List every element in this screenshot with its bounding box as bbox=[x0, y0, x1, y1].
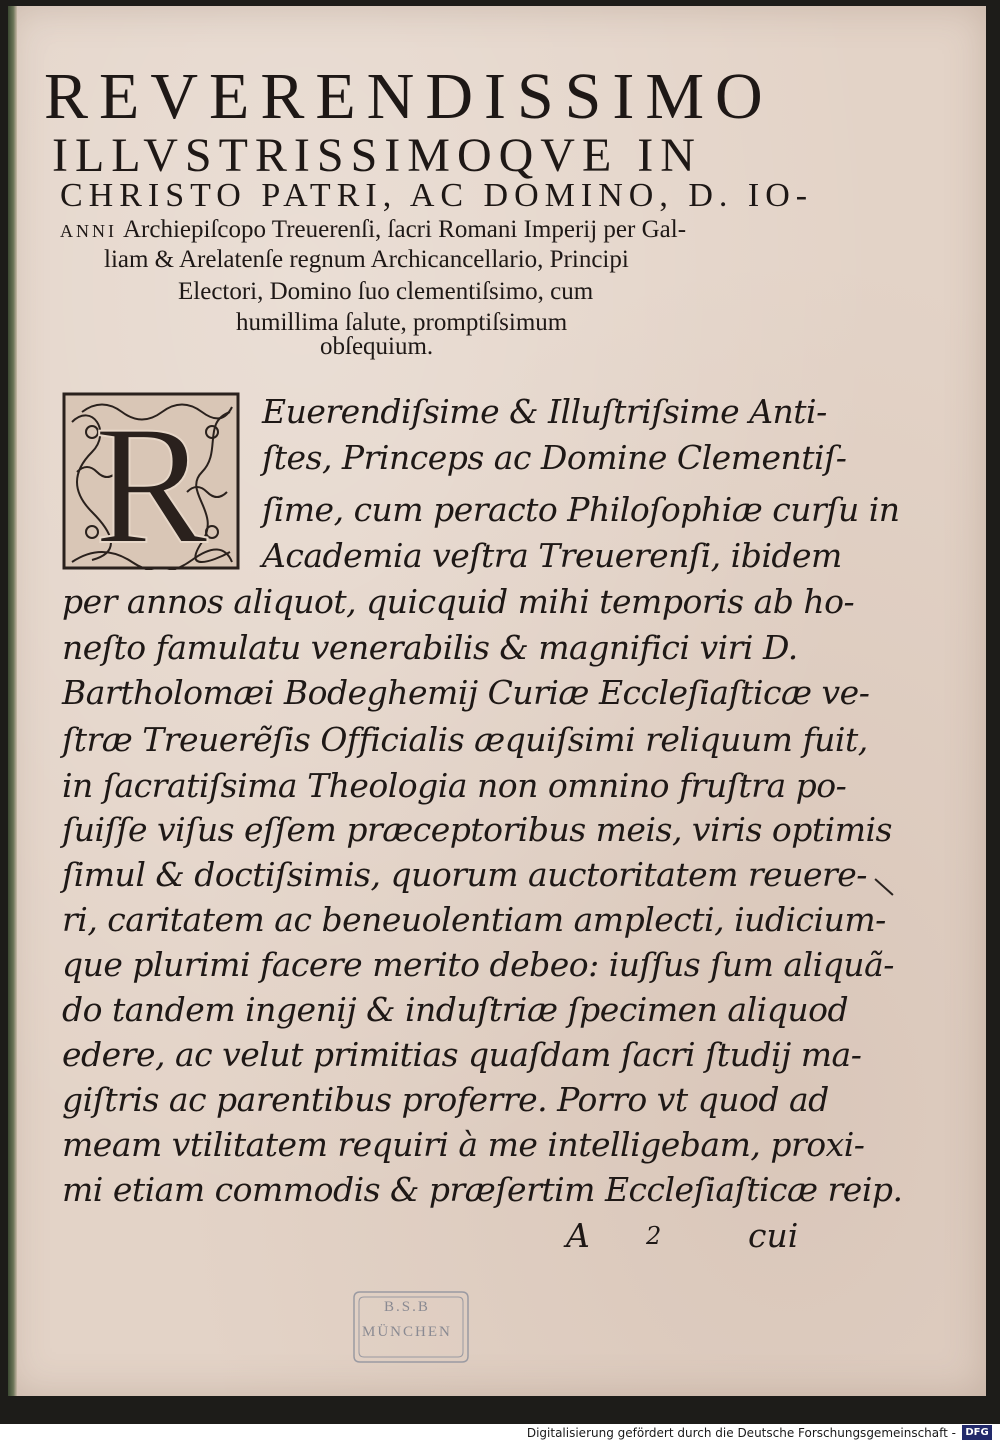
dedication-line-3: Electori, Domino ſuo clementiſsimo, cum bbox=[178, 278, 594, 305]
catchword: cui bbox=[748, 1216, 799, 1255]
body-line-18: mi etiam commodis & præſertim Eccleſiaſticæ reip. bbox=[62, 1170, 903, 1209]
title-line-1: REVERENDISSIMO bbox=[44, 60, 774, 133]
body-line-9: in ſacratiſsima Theologia non omnino fruſtra po- bbox=[62, 766, 847, 805]
title-line-2: ILLVSTRISSIMOQVE IN bbox=[52, 129, 702, 182]
drop-cap-letter: R bbox=[94, 392, 208, 570]
dedication-caps: ANNI bbox=[60, 221, 117, 241]
body-line-12: ri, caritatem ac beneuolentiam amplecti, iudicium- bbox=[62, 900, 886, 939]
body-line-10: ſuiſſe viſus eſſem præceptoribus meis, viris optimis bbox=[62, 810, 892, 849]
body-line-7: Bartholomæi Bodeghemij Curiæ Eccleſiaſticæ ve- bbox=[62, 673, 870, 712]
stamp-line-2: MÜNCHEN bbox=[362, 1324, 452, 1340]
body-line-11: ſimul & doctiſsimis, quorum auctoritatem reuere- bbox=[62, 855, 867, 894]
binding-edge bbox=[8, 6, 17, 1396]
signature-mark: A bbox=[566, 1216, 590, 1255]
body-line-13: que plurimi facere merito debeo: iuſſus ſum aliquã- bbox=[62, 945, 894, 984]
page-number: 2 bbox=[646, 1222, 662, 1250]
body-line-8: ſtræ Treuerẽſis Officialis æquiſsimi reliquum fuit, bbox=[62, 720, 868, 759]
body-line-5: per annos aliquot, quicquid mihi temporis ab ho- bbox=[62, 582, 855, 621]
body-line-2: ſtes, Princeps ac Domine Clementiſ- bbox=[262, 438, 847, 477]
body-line-14: do tandem ingenij & induſtriæ ſpecimen aliquod bbox=[62, 990, 849, 1029]
dfg-logo[interactable]: DFG bbox=[962, 1425, 992, 1440]
drop-cap-ornament bbox=[62, 392, 240, 570]
dedication-line-1 bbox=[60, 214, 686, 247]
title-line-3: CHRISTO PATRI, AC DOMINO, D. IO- bbox=[60, 177, 814, 214]
body-line-6: neſto famulatu venerabilis & magnifici viri D. bbox=[62, 628, 798, 667]
dedication-line-5: obſequium. bbox=[320, 333, 434, 360]
body-line-1: Euerendiſsime & Illuſtriſsime Anti- bbox=[262, 392, 827, 431]
body-line-4: Academia veſtra Treuerenſi, ibidem bbox=[262, 536, 842, 575]
body-line-17: meam vtilitatem requiri à me intelligebam, proxi- bbox=[62, 1125, 865, 1164]
dedication-line-1-rest: Archiepiſcopo Treuerenſi, ſacri Romani Imperij per Gal- bbox=[123, 216, 687, 243]
dedication-line-2: liam & Arelatenſe regnum Archicancellario, Principi bbox=[104, 246, 629, 273]
body-line-16: giſtris ac parentibus proferre. Porro vt quod ad bbox=[62, 1080, 829, 1119]
funding-credit: Digitalisierung gefördert durch die Deutsche Forschungsgemeinschaft - bbox=[526, 1426, 956, 1440]
dedication-line-4: humillima ſalute, promptiſsimum bbox=[236, 309, 568, 336]
stamp-line-1: B.S.B bbox=[384, 1299, 430, 1315]
body-line-3: ſime, cum peracto Philoſophiæ curſu in bbox=[262, 490, 900, 529]
body-line-15: edere, ac velut primitias quaſdam ſacri ſtudij ma- bbox=[62, 1035, 862, 1074]
